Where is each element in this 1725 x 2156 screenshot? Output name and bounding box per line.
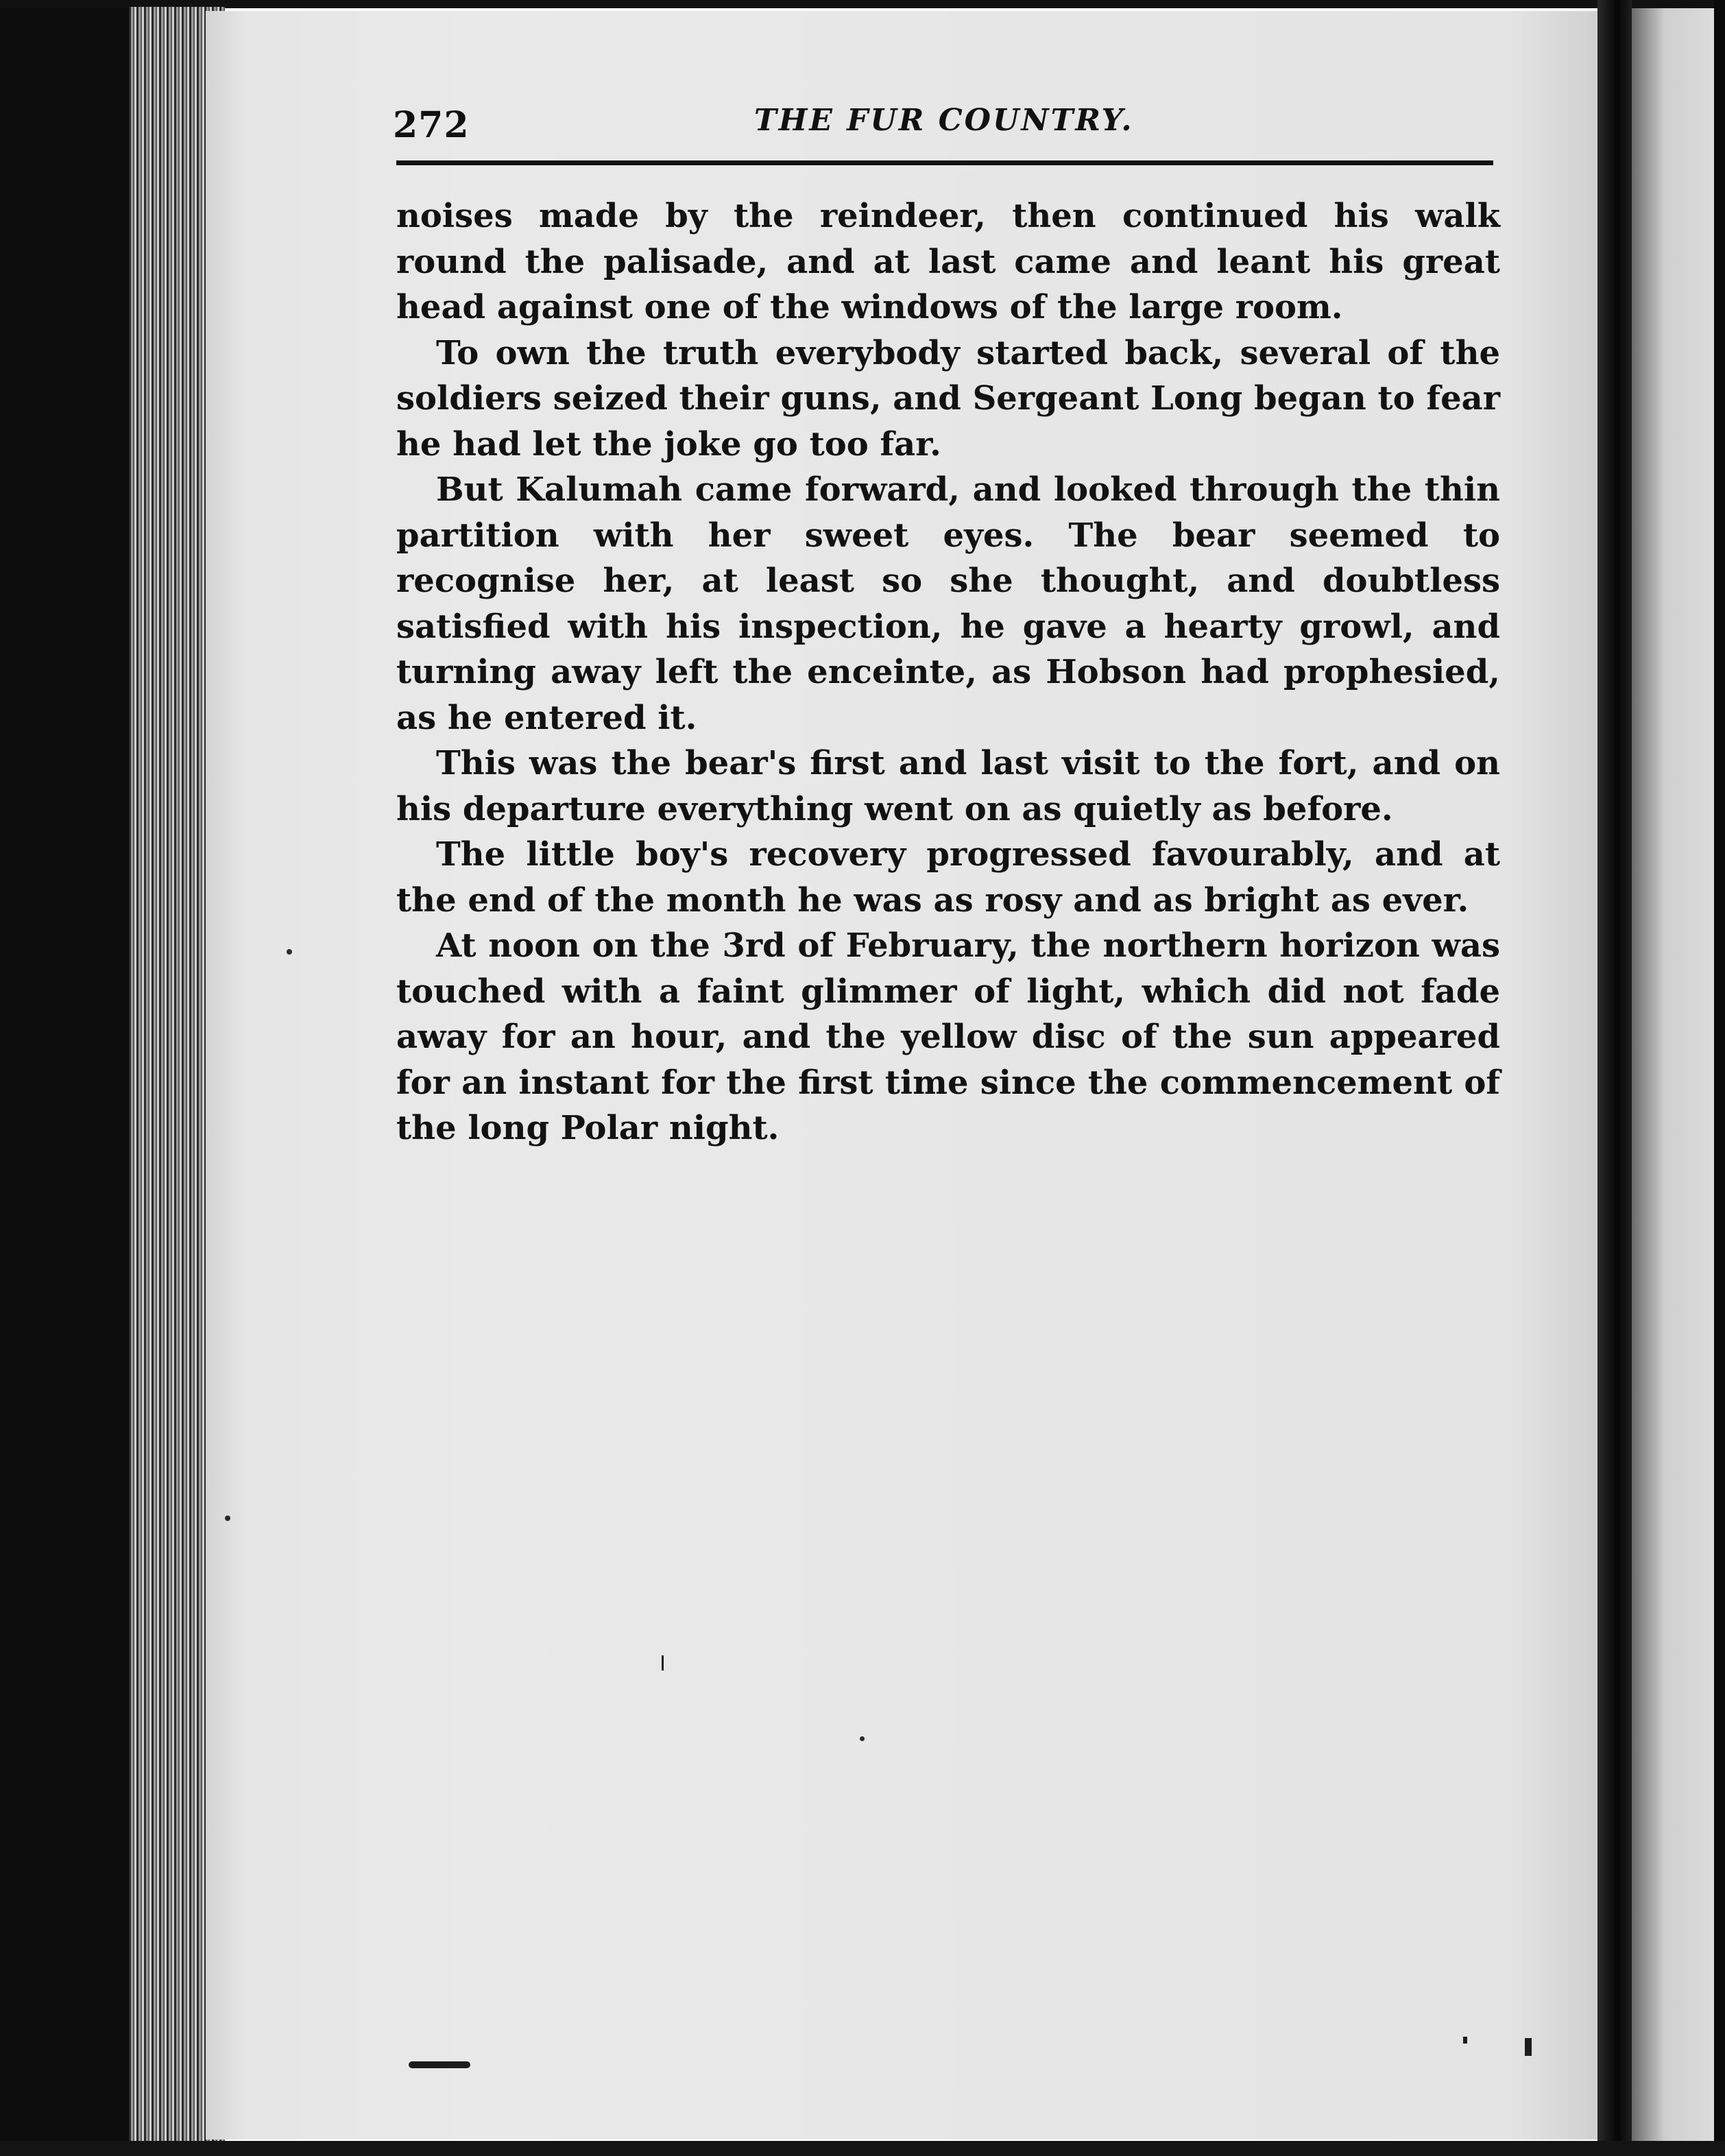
- book-gutter: [1597, 0, 1632, 2156]
- scan-background-bottom: [0, 2141, 1725, 2156]
- scan-background-left: [0, 0, 130, 2156]
- running-title: THE FUR COUNTRY.: [754, 103, 1134, 138]
- page-number: 272: [393, 104, 470, 146]
- facing-page-edge: [1632, 8, 1714, 2141]
- paragraph: noises made by the reindeer, then continued his walk round the palisade, and at last came and leant his great head against one of the windows of the large room.: [396, 197, 1500, 326]
- body-text: [396, 193, 1500, 1151]
- scan-speck: [860, 1736, 865, 1741]
- paragraph: The little boy's recovery progressed favourably, and at the end of the month he was as rosy and as bright as ever.: [396, 835, 1500, 920]
- paragraph: At noon on the 3rd of February, the northern horizon was touched with a faint glimmer of light, which did not fade away for an hour, and the yellow disc of the sun appeared for an instant for the first time since the commencement of the long Polar night.: [396, 926, 1500, 1147]
- scan-mark: [1525, 2038, 1532, 2056]
- scan-background-top: [0, 0, 1725, 8]
- paragraph: To own the truth everybody started back, several of the soldiers seized their guns, and Sergeant Long began to fear he had let the joke go too far.: [396, 333, 1500, 464]
- scan-mark: [662, 1655, 664, 1670]
- scan-mark: [409, 2061, 470, 2068]
- scan-mark: [1463, 2037, 1467, 2044]
- scan-speck: [225, 1516, 230, 1521]
- header-rule: [396, 160, 1493, 165]
- scan-background-right: [1714, 0, 1725, 2156]
- scan-speck: [287, 949, 292, 955]
- paragraph: But Kalumah came forward, and looked through the thin partition with her sweet eyes. The bear seemed to recognise her, at least so she thought, and doubtless satisfied with his inspection, he gave a hearty growl, and turning away left the enceinte, as Hobson had prophesied, as he entered it.: [396, 470, 1500, 737]
- paragraph: This was the bear's first and last visit to the fort, and on his departure everything went on as quietly as before.: [396, 744, 1500, 828]
